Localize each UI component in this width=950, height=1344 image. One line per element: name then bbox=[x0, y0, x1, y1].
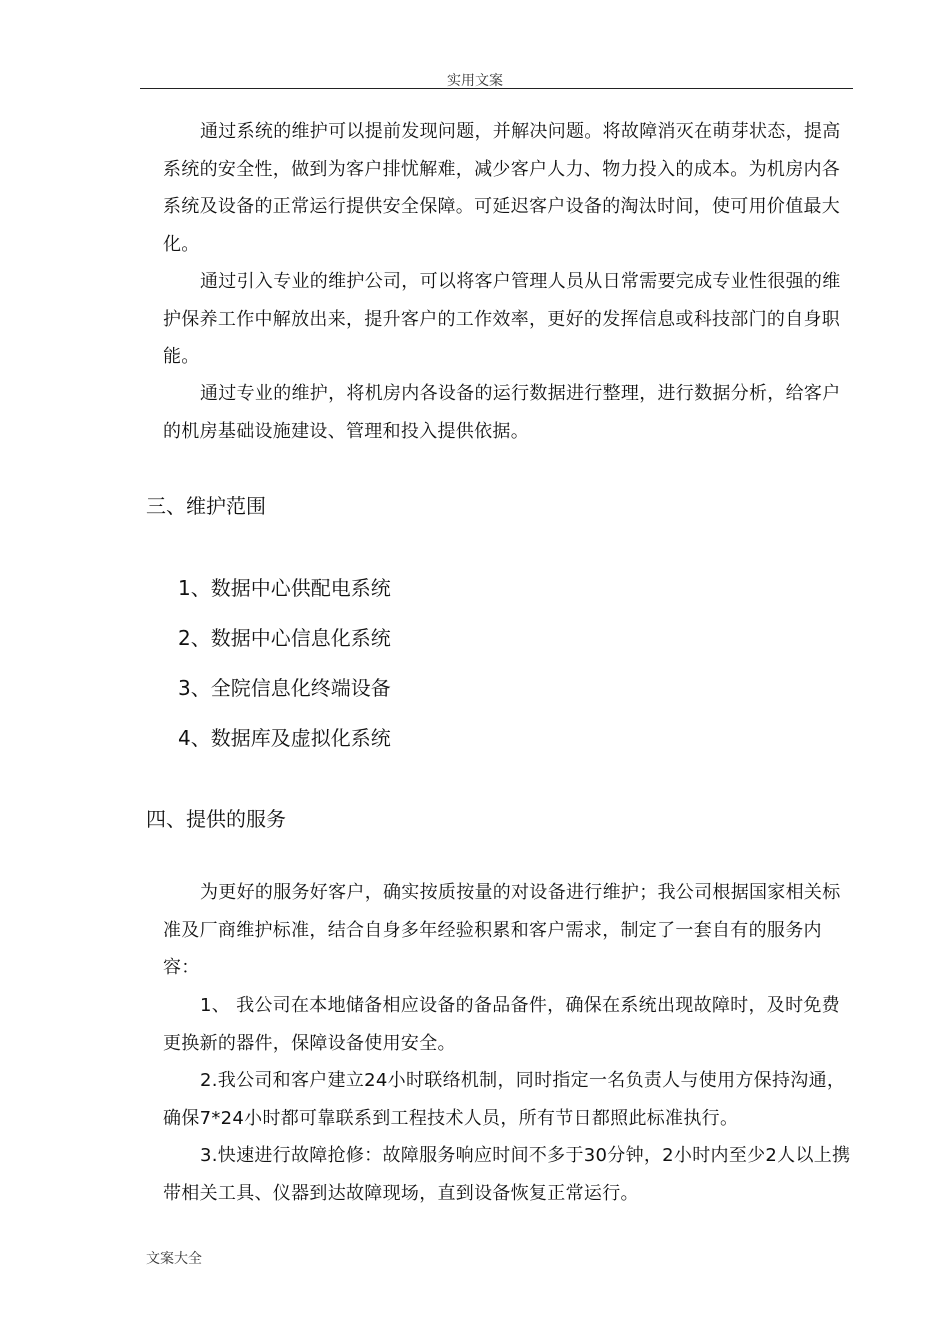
scope-item-2: 2、数据中心信息化系统 bbox=[178, 626, 391, 650]
page-footer: 文案大全 bbox=[146, 1251, 202, 1267]
page-header: 实用文案 bbox=[447, 73, 503, 89]
intro-paragraph-3: 通过专业的维护，将机房内各设备的运行数据进行整理，进行数据分析，给客户的机房基础设施建设、管理和投入提供依据。 bbox=[163, 383, 841, 442]
services-paragraph-3: 3.快速进行故障抢修：故障服务响应时间不多于30分钟，2小时内至少2人以上携带相关工具、仪器到达故障现场，直到设备恢复正常运行。 bbox=[163, 1145, 851, 1204]
intro-paragraph-1: 通过系统的维护可以提前发现问题，并解决问题。将故障消灭在萌芽状态，提高系统的安全性，做到为客户排忧解难，减少客户人力、物力投入的成本。为机房内各系统及设备的正常运行提供安全保障。可延迟客户设备的淘汰时间，使可用价值最大化。 bbox=[163, 121, 841, 255]
scope-item-3: 3、全院信息化终端设备 bbox=[178, 676, 391, 700]
services-paragraph-intro: 为更好的服务好客户，确实按质按量的对设备进行维护；我公司根据国家相关标准及厂商维护标准，结合自身多年经验积累和客户需求，制定了一套自有的服务内容： bbox=[163, 882, 841, 978]
scope-item-1: 1、数据中心供配电系统 bbox=[178, 576, 391, 600]
services-paragraph-2: 2.我公司和客户建立24小时联络机制，同时指定一名负责人与使用方保持沟通，确保7*24小时都可靠联系到工程技术人员，所有节日都照此标准执行。 bbox=[163, 1070, 846, 1129]
intro-paragraph-2: 通过引入专业的维护公司，可以将客户管理人员从日常需要完成专业性很强的维护保养工作中解放出来，提升客户的工作效率，更好的发挥信息或科技部门的自身职能。 bbox=[163, 271, 841, 367]
scope-item-4: 4、数据库及虚拟化系统 bbox=[178, 726, 391, 750]
section-3-title: 三、维护范围 bbox=[146, 494, 266, 518]
services-paragraph-1: 1、 我公司在本地储备相应设备的备品备件，确保在系统出现故障时，及时免费更换新的器件，保障设备使用安全。 bbox=[163, 995, 840, 1054]
header-rule bbox=[140, 88, 853, 89]
section-4-title: 四、提供的服务 bbox=[146, 807, 286, 831]
